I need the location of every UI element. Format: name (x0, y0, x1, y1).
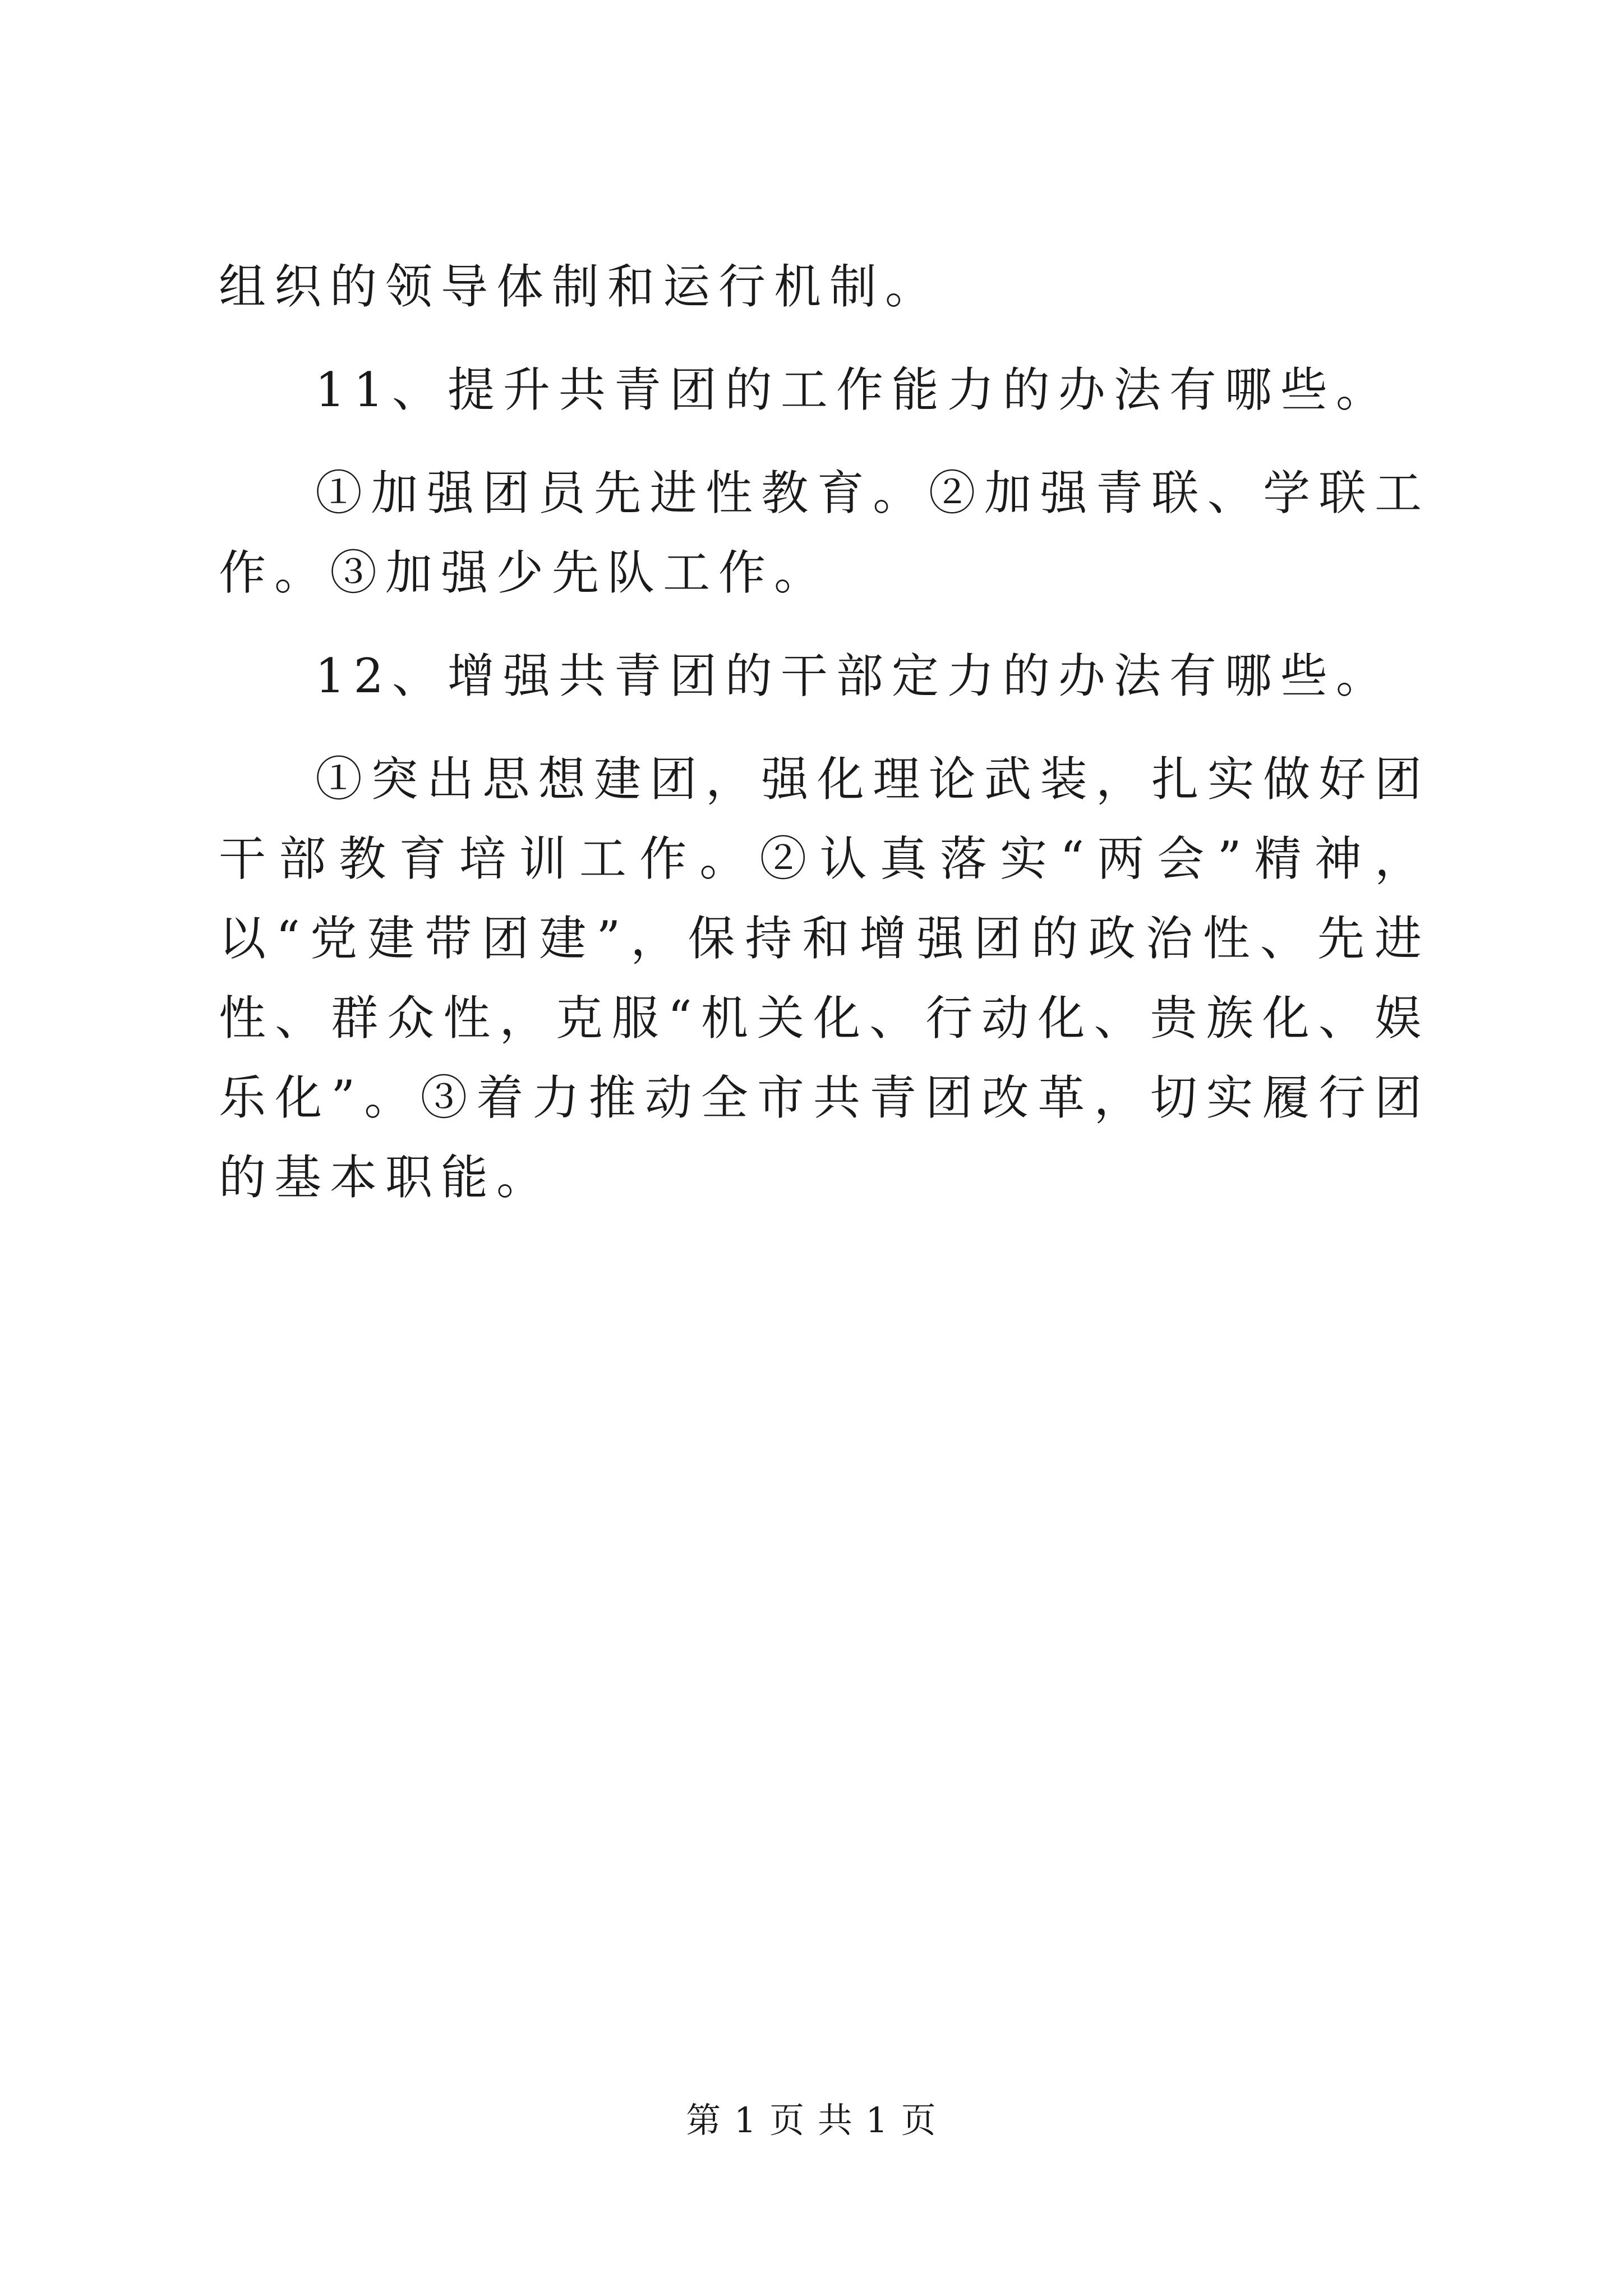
page-footer: 第 1 页 共 1 页 (686, 2100, 937, 2141)
paragraph-continuation: 组织的领导体制和运行机制。 (219, 259, 941, 314)
document-body (219, 247, 1430, 1241)
question-12: 12、增强共青团的干部定力的办法有哪些。 (315, 648, 1391, 703)
question-11: 11、提升共青团的工作能力的办法有哪些。 (315, 362, 1391, 417)
answer-11: ①加强团员先进性教育。②加强青联、学联工作。③加强少先队工作。 (219, 466, 1430, 600)
answer-12: ①突出思想建团，强化理论武装，扎实做好团干部教育培训工作。②认真落实“两会”精神，以“党建带团建”，保持和增强团的政治性、先进性、群众性，克服“机关化、行动化、贵族化、娱乐化”。③着力推动全市共青团改革，切实履行团的基本职能。 (219, 752, 1430, 1205)
